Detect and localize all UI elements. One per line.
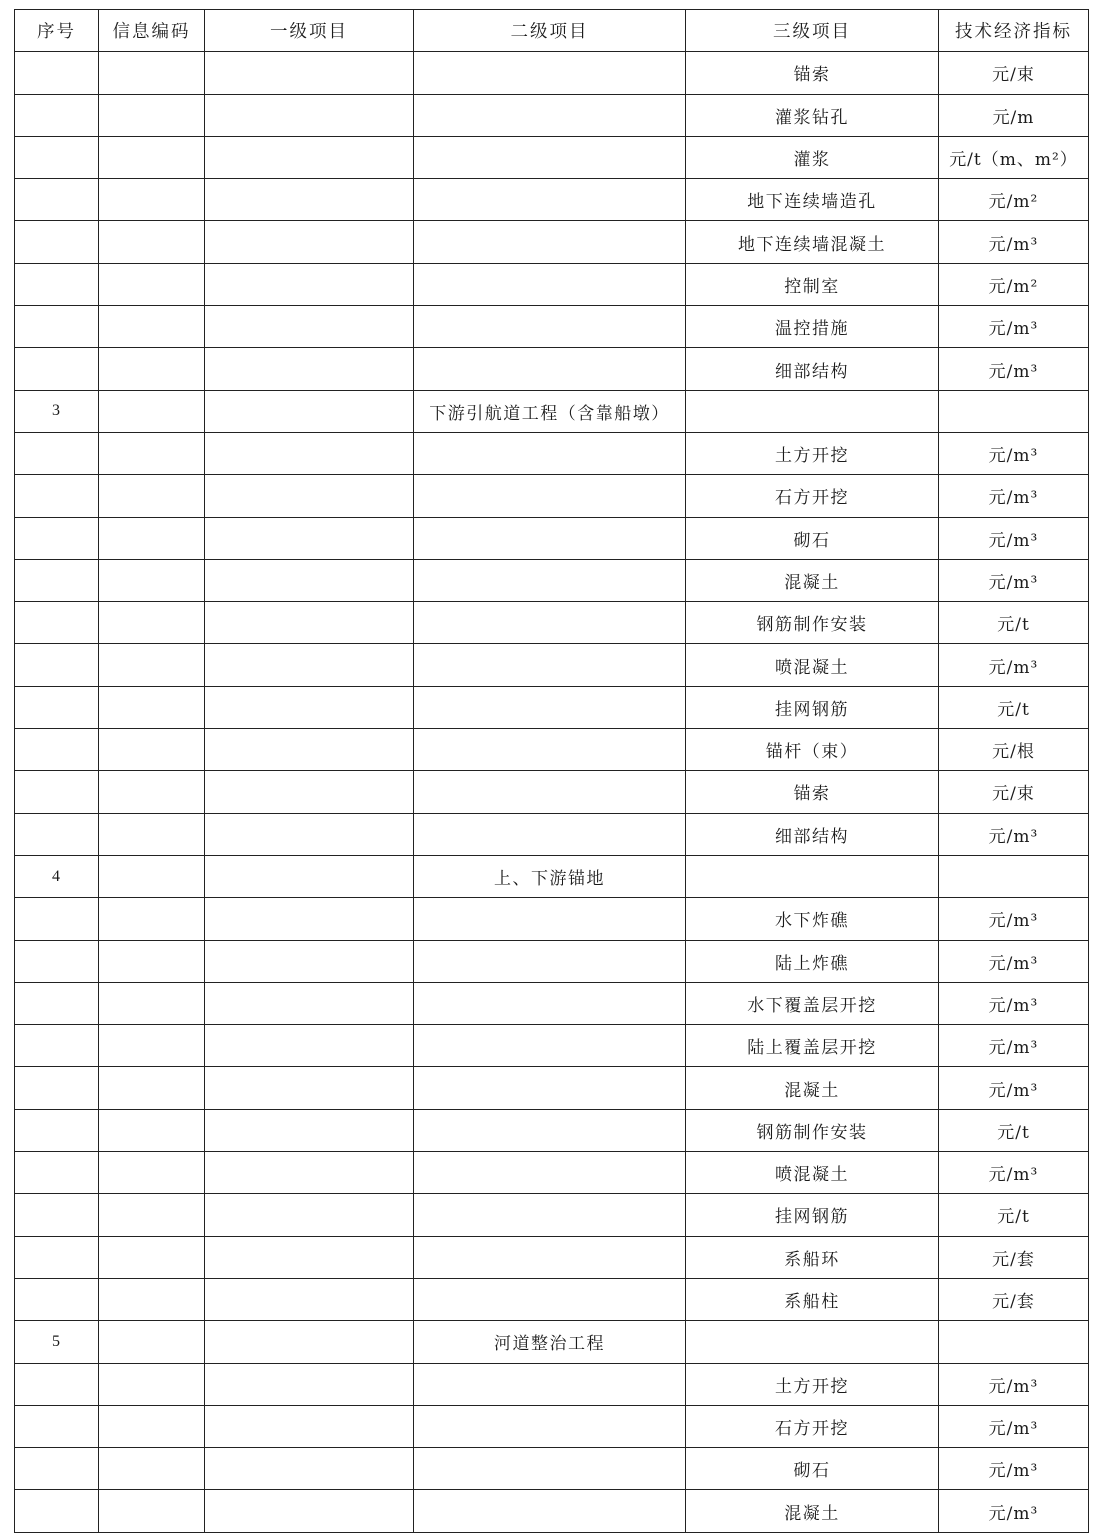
cell-level1 xyxy=(205,475,414,517)
cell-seq xyxy=(15,1152,99,1194)
cell-level1 xyxy=(205,602,414,644)
table-row xyxy=(15,1236,1089,1278)
cell-indicator: 元/m³ xyxy=(939,940,1089,982)
cell-level3: 喷混凝土 xyxy=(686,1152,939,1194)
cell-level1 xyxy=(205,1067,414,1109)
cell-code xyxy=(99,602,205,644)
cell-level3: 混凝土 xyxy=(686,1490,939,1532)
cell-seq xyxy=(15,432,99,474)
cell-level3: 灌浆 xyxy=(686,136,939,178)
cell-indicator: 元/m³ xyxy=(939,517,1089,559)
cell-indicator: 元/m³ xyxy=(939,432,1089,474)
table-row xyxy=(15,136,1089,178)
cell-level1 xyxy=(205,52,414,94)
cell-indicator: 元/m³ xyxy=(939,348,1089,390)
cell-level3: 陆上覆盖层开挖 xyxy=(686,1025,939,1067)
cell-indicator xyxy=(939,1321,1089,1363)
cell-level3: 细部结构 xyxy=(686,813,939,855)
cell-seq xyxy=(15,136,99,178)
cell-level2 xyxy=(414,1194,686,1236)
cell-indicator: 元/根 xyxy=(939,729,1089,771)
table-row xyxy=(15,390,1089,432)
cell-level1 xyxy=(205,559,414,601)
cell-level3: 地下连续墙混凝土 xyxy=(686,221,939,263)
cell-seq xyxy=(15,94,99,136)
cell-seq xyxy=(15,1405,99,1447)
table-row xyxy=(15,644,1089,686)
cell-code xyxy=(99,52,205,94)
cell-seq xyxy=(15,1278,99,1320)
cell-level2 xyxy=(414,1152,686,1194)
cell-level2 xyxy=(414,602,686,644)
cell-indicator: 元/套 xyxy=(939,1236,1089,1278)
cell-code xyxy=(99,1067,205,1109)
cell-level1 xyxy=(205,729,414,771)
cell-seq xyxy=(15,348,99,390)
header-indicator: 技术经济指标 xyxy=(939,10,1089,52)
cell-indicator: 元/t xyxy=(939,1109,1089,1151)
cell-level3: 挂网钢筋 xyxy=(686,686,939,728)
cell-level2 xyxy=(414,432,686,474)
cell-indicator: 元/t（m、m²） xyxy=(939,136,1089,178)
cell-code xyxy=(99,136,205,178)
table-row xyxy=(15,1490,1089,1532)
cell-level2 xyxy=(414,517,686,559)
cell-indicator: 元/m³ xyxy=(939,306,1089,348)
cell-level3: 土方开挖 xyxy=(686,432,939,474)
table-row xyxy=(15,179,1089,221)
cell-indicator: 元/束 xyxy=(939,771,1089,813)
cell-seq xyxy=(15,517,99,559)
table-row xyxy=(15,771,1089,813)
cell-level1 xyxy=(205,1363,414,1405)
cell-level1 xyxy=(205,432,414,474)
cell-code xyxy=(99,729,205,771)
cell-level3: 控制室 xyxy=(686,263,939,305)
cell-level2 xyxy=(414,982,686,1024)
cell-indicator: 元/m³ xyxy=(939,898,1089,940)
cell-level2 xyxy=(414,729,686,771)
cell-code xyxy=(99,1236,205,1278)
cell-code xyxy=(99,1025,205,1067)
cell-level2: 下游引航道工程（含靠船墩） xyxy=(414,390,686,432)
cell-level1 xyxy=(205,306,414,348)
cell-indicator: 元/束 xyxy=(939,52,1089,94)
cell-level3: 细部结构 xyxy=(686,348,939,390)
cell-seq xyxy=(15,729,99,771)
cell-level2 xyxy=(414,1025,686,1067)
header-seq: 序号 xyxy=(15,10,99,52)
header-level3: 三级项目 xyxy=(686,10,939,52)
cell-level3: 石方开挖 xyxy=(686,1405,939,1447)
cell-level2 xyxy=(414,1278,686,1320)
cell-code xyxy=(99,390,205,432)
cell-seq xyxy=(15,475,99,517)
cell-level3: 土方开挖 xyxy=(686,1363,939,1405)
cell-code xyxy=(99,306,205,348)
cell-level3: 锚索 xyxy=(686,771,939,813)
cell-level2 xyxy=(414,1405,686,1447)
cell-level2 xyxy=(414,1490,686,1532)
cell-level3: 灌浆钻孔 xyxy=(686,94,939,136)
cell-level3: 温控措施 xyxy=(686,306,939,348)
cell-level1 xyxy=(205,136,414,178)
header-level1: 一级项目 xyxy=(205,10,414,52)
cell-level1 xyxy=(205,898,414,940)
cell-level3: 钢筋制作安装 xyxy=(686,602,939,644)
table-row xyxy=(15,1363,1089,1405)
cell-code xyxy=(99,940,205,982)
cell-level1 xyxy=(205,686,414,728)
cell-level1 xyxy=(205,263,414,305)
table-row xyxy=(15,686,1089,728)
cell-level2 xyxy=(414,1236,686,1278)
cell-level2 xyxy=(414,1363,686,1405)
cell-code xyxy=(99,94,205,136)
cell-code xyxy=(99,517,205,559)
cell-indicator: 元/m³ xyxy=(939,1067,1089,1109)
table-row xyxy=(15,1067,1089,1109)
table-row xyxy=(15,517,1089,559)
cell-indicator: 元/m³ xyxy=(939,1490,1089,1532)
cell-level3: 混凝土 xyxy=(686,559,939,601)
cell-level2 xyxy=(414,1067,686,1109)
cell-code xyxy=(99,898,205,940)
cell-level3: 砌石 xyxy=(686,1448,939,1490)
cell-level3: 水下炸礁 xyxy=(686,898,939,940)
cell-level1 xyxy=(205,1236,414,1278)
table-row xyxy=(15,602,1089,644)
cell-code xyxy=(99,559,205,601)
cell-code xyxy=(99,179,205,221)
cell-code xyxy=(99,1278,205,1320)
cell-level1 xyxy=(205,348,414,390)
cell-indicator: 元/t xyxy=(939,1194,1089,1236)
table-row xyxy=(15,306,1089,348)
cell-indicator: 元/m³ xyxy=(939,1405,1089,1447)
cell-code xyxy=(99,1152,205,1194)
cell-seq xyxy=(15,263,99,305)
cell-code xyxy=(99,1109,205,1151)
cell-seq xyxy=(15,179,99,221)
cell-level3: 地下连续墙造孔 xyxy=(686,179,939,221)
cell-level3: 喷混凝土 xyxy=(686,644,939,686)
cell-code xyxy=(99,1321,205,1363)
cell-indicator: 元/m² xyxy=(939,263,1089,305)
cell-seq xyxy=(15,898,99,940)
table-row xyxy=(15,221,1089,263)
cell-indicator: 元/m³ xyxy=(939,1152,1089,1194)
cell-indicator: 元/m³ xyxy=(939,1025,1089,1067)
cell-seq: 5 xyxy=(15,1321,99,1363)
cell-level2: 河道整治工程 xyxy=(414,1321,686,1363)
table-row xyxy=(15,1448,1089,1490)
cell-level2 xyxy=(414,813,686,855)
cell-level1 xyxy=(205,390,414,432)
cell-code xyxy=(99,1363,205,1405)
cell-code xyxy=(99,813,205,855)
cell-seq: 3 xyxy=(15,390,99,432)
cell-code xyxy=(99,771,205,813)
cell-level2 xyxy=(414,306,686,348)
cell-level2 xyxy=(414,940,686,982)
cell-level3 xyxy=(686,390,939,432)
table-row xyxy=(15,52,1089,94)
cell-level1 xyxy=(205,982,414,1024)
cell-seq xyxy=(15,221,99,263)
table-row xyxy=(15,813,1089,855)
cell-level3: 锚索 xyxy=(686,52,939,94)
cell-level2 xyxy=(414,475,686,517)
cell-seq xyxy=(15,1109,99,1151)
cell-level3: 锚杆（束） xyxy=(686,729,939,771)
cell-seq xyxy=(15,1194,99,1236)
cell-level1 xyxy=(205,179,414,221)
cell-seq xyxy=(15,1236,99,1278)
cell-indicator: 元/m³ xyxy=(939,644,1089,686)
cell-seq xyxy=(15,982,99,1024)
cell-level1 xyxy=(205,1194,414,1236)
cell-seq xyxy=(15,559,99,601)
cell-seq: 4 xyxy=(15,855,99,897)
cell-seq xyxy=(15,602,99,644)
cell-seq xyxy=(15,1363,99,1405)
cell-seq xyxy=(15,686,99,728)
cell-level2 xyxy=(414,898,686,940)
cell-level3: 挂网钢筋 xyxy=(686,1194,939,1236)
table-row xyxy=(15,898,1089,940)
cell-indicator: 元/m² xyxy=(939,179,1089,221)
table-row xyxy=(15,475,1089,517)
header-code: 信息编码 xyxy=(99,10,205,52)
cell-level3: 石方开挖 xyxy=(686,475,939,517)
table-row xyxy=(15,1109,1089,1151)
cell-level3 xyxy=(686,1321,939,1363)
cell-level2 xyxy=(414,136,686,178)
table-header-row xyxy=(15,10,1089,52)
cell-level3: 钢筋制作安装 xyxy=(686,1109,939,1151)
cell-level2 xyxy=(414,179,686,221)
cell-code xyxy=(99,432,205,474)
cell-level1 xyxy=(205,517,414,559)
cell-level1 xyxy=(205,940,414,982)
cell-level2: 上、下游锚地 xyxy=(414,855,686,897)
cell-indicator xyxy=(939,855,1089,897)
cell-code xyxy=(99,1405,205,1447)
cell-level2 xyxy=(414,686,686,728)
cell-level1 xyxy=(205,221,414,263)
table-row xyxy=(15,729,1089,771)
cell-indicator: 元/套 xyxy=(939,1278,1089,1320)
cell-level1 xyxy=(205,1321,414,1363)
cell-level1 xyxy=(205,1448,414,1490)
cell-level2 xyxy=(414,559,686,601)
cell-indicator: 元/m³ xyxy=(939,813,1089,855)
table-row xyxy=(15,1278,1089,1320)
cell-level2 xyxy=(414,94,686,136)
cell-seq xyxy=(15,52,99,94)
cell-level2 xyxy=(414,1109,686,1151)
cell-level1 xyxy=(205,1025,414,1067)
cell-level1 xyxy=(205,855,414,897)
cell-level1 xyxy=(205,1278,414,1320)
cell-seq xyxy=(15,1448,99,1490)
cell-indicator xyxy=(939,390,1089,432)
cell-level2 xyxy=(414,771,686,813)
cell-indicator: 元/t xyxy=(939,686,1089,728)
table-row xyxy=(15,432,1089,474)
cell-level3: 混凝土 xyxy=(686,1067,939,1109)
cell-level2 xyxy=(414,348,686,390)
cell-level1 xyxy=(205,94,414,136)
cell-seq xyxy=(15,1490,99,1532)
cell-code xyxy=(99,475,205,517)
cell-code xyxy=(99,221,205,263)
cell-indicator: 元/m³ xyxy=(939,559,1089,601)
table-row xyxy=(15,855,1089,897)
header-level2: 二级项目 xyxy=(414,10,686,52)
table-row xyxy=(15,1025,1089,1067)
cell-seq xyxy=(15,771,99,813)
cell-code xyxy=(99,263,205,305)
cell-level3 xyxy=(686,855,939,897)
cell-level1 xyxy=(205,644,414,686)
table-row xyxy=(15,982,1089,1024)
table-row xyxy=(15,559,1089,601)
cell-level3: 系船环 xyxy=(686,1236,939,1278)
cell-level1 xyxy=(205,813,414,855)
cell-level3: 砌石 xyxy=(686,517,939,559)
cell-code xyxy=(99,644,205,686)
cell-indicator: 元/m³ xyxy=(939,475,1089,517)
table-body xyxy=(15,52,1089,1532)
cell-code xyxy=(99,348,205,390)
cell-code xyxy=(99,686,205,728)
table-row xyxy=(15,94,1089,136)
cell-code xyxy=(99,1490,205,1532)
cell-indicator: 元/m³ xyxy=(939,982,1089,1024)
cell-level1 xyxy=(205,1405,414,1447)
table-row xyxy=(15,348,1089,390)
cell-seq xyxy=(15,940,99,982)
cell-level2 xyxy=(414,1448,686,1490)
cell-level1 xyxy=(205,1490,414,1532)
cell-level2 xyxy=(414,263,686,305)
cell-level1 xyxy=(205,1109,414,1151)
table-row xyxy=(15,940,1089,982)
cell-code xyxy=(99,1194,205,1236)
cell-seq xyxy=(15,1025,99,1067)
cell-seq xyxy=(15,813,99,855)
cell-seq xyxy=(15,1067,99,1109)
cell-code xyxy=(99,1448,205,1490)
cell-level2 xyxy=(414,644,686,686)
table-row xyxy=(15,1321,1089,1363)
cell-level3: 陆上炸礁 xyxy=(686,940,939,982)
cell-indicator: 元/m³ xyxy=(939,1448,1089,1490)
cell-indicator: 元/t xyxy=(939,602,1089,644)
table-row xyxy=(15,263,1089,305)
cell-level1 xyxy=(205,771,414,813)
cell-indicator: 元/m xyxy=(939,94,1089,136)
cell-code xyxy=(99,855,205,897)
table-row xyxy=(15,1152,1089,1194)
cell-seq xyxy=(15,306,99,348)
cell-level3: 水下覆盖层开挖 xyxy=(686,982,939,1024)
cell-code xyxy=(99,982,205,1024)
cell-level1 xyxy=(205,1152,414,1194)
cell-indicator: 元/m³ xyxy=(939,1363,1089,1405)
cell-seq xyxy=(15,644,99,686)
cell-level2 xyxy=(414,52,686,94)
cell-indicator: 元/m³ xyxy=(939,221,1089,263)
cell-level2 xyxy=(414,221,686,263)
cell-level3: 系船柱 xyxy=(686,1278,939,1320)
cost-index-table xyxy=(14,9,1089,1533)
table-row xyxy=(15,1405,1089,1447)
table-row xyxy=(15,1194,1089,1236)
